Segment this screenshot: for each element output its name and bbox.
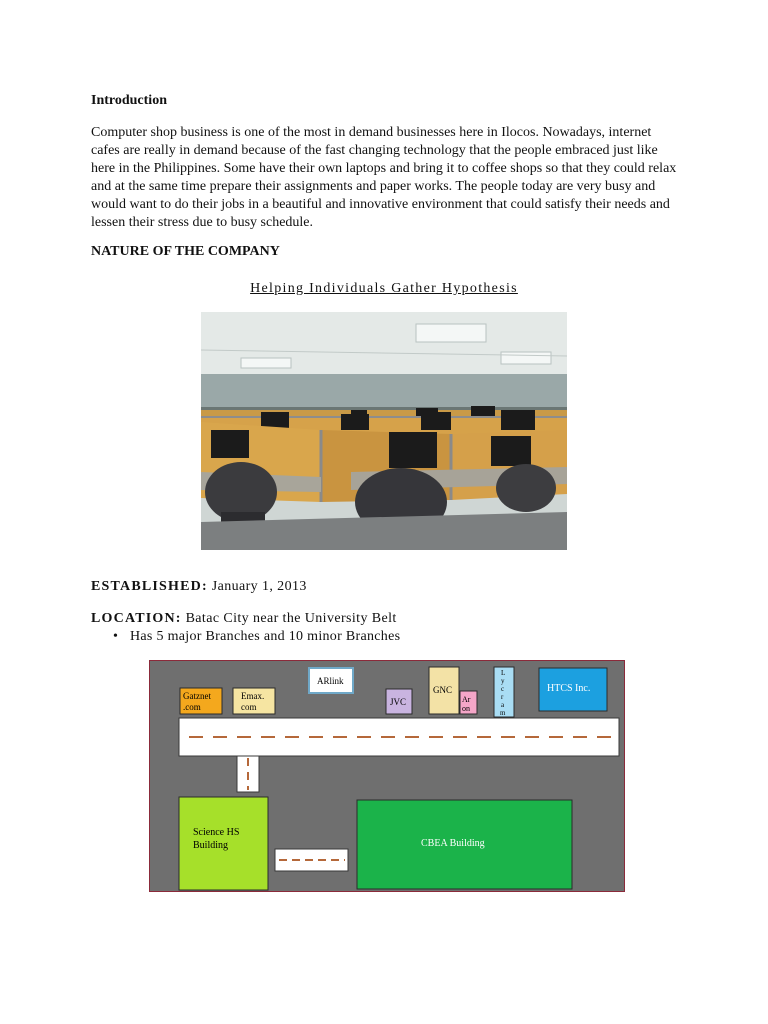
building-science-hs-label-1: Science HS <box>193 827 240 838</box>
shop-lycram-label-5: a <box>501 701 505 709</box>
shop-lycram-label-2: y <box>501 677 505 685</box>
building-cbea <box>357 800 572 889</box>
shop-aron-label-2: on <box>462 704 470 713</box>
branch-map <box>149 660 625 892</box>
established-line <box>91 579 307 595</box>
company-tagline: Helping Individuals Gather Hypothesis <box>250 281 518 296</box>
shop-emax-label-2: com <box>241 702 257 712</box>
shop-htcs <box>539 668 607 711</box>
established-label: ESTABLISHED: <box>91 579 208 594</box>
building-cbea-label: CBEA Building <box>421 838 485 849</box>
shop-gnc <box>429 667 459 714</box>
intro-paragraph: Computer shop business is one of the most in demand businesses here in Ilocos. Nowadays, internet cafes are really in demand because of the fast changing technology that the people embraced just like here in the Philippines. Some have their own laptops and bring it to coffee shops so that they could relax and at the same time prepare their assignments and paper works. The people today are very busy and would want to do their jobs in a beautiful and innovative environment that could satisfy their needs and lessen their stress due to busy schedule. <box>91 125 677 230</box>
shop-lycram-label-1: L <box>501 669 506 677</box>
shop-emax <box>233 688 275 714</box>
shop-aron <box>460 691 477 714</box>
shop-jvc-label: JVC <box>390 697 407 707</box>
shop-lycram-label-3: c <box>501 685 505 693</box>
office-photo <box>201 312 567 550</box>
bullet-icon: • <box>113 629 118 644</box>
section-heading-introduction: Introduction <box>91 93 167 108</box>
shop-gatznet <box>180 688 222 714</box>
section-heading-nature: NATURE OF THE COMPANY <box>91 244 280 259</box>
shop-gatznet-label-1: Gatznet <box>183 691 211 701</box>
shop-htcs-label: HTCS Inc. <box>547 683 591 694</box>
shop-gnc-label: GNC <box>433 685 453 695</box>
shop-lycram <box>494 667 514 717</box>
location-line <box>91 611 397 627</box>
shop-lycram-label-6: m <box>500 709 506 717</box>
shop-lycram-label-4: r <box>501 693 504 701</box>
shop-gatznet-label-2: .com <box>183 702 201 712</box>
shop-arlink <box>309 668 353 693</box>
building-science-hs <box>179 797 268 890</box>
shop-aron-label-1: Ar <box>462 695 471 704</box>
established-value: January 1, 2013 <box>207 579 307 594</box>
branches-bullet: Has 5 major Branches and 10 minor Branches <box>130 629 401 644</box>
shop-arlink-label: ARlink <box>317 676 344 686</box>
shop-jvc <box>386 689 412 714</box>
building-science-hs-label-2: Building <box>193 840 229 851</box>
location-value: Batac City near the University Belt <box>181 611 397 626</box>
shop-emax-label-1: Emax. <box>241 691 265 701</box>
location-label: LOCATION: <box>91 611 182 626</box>
